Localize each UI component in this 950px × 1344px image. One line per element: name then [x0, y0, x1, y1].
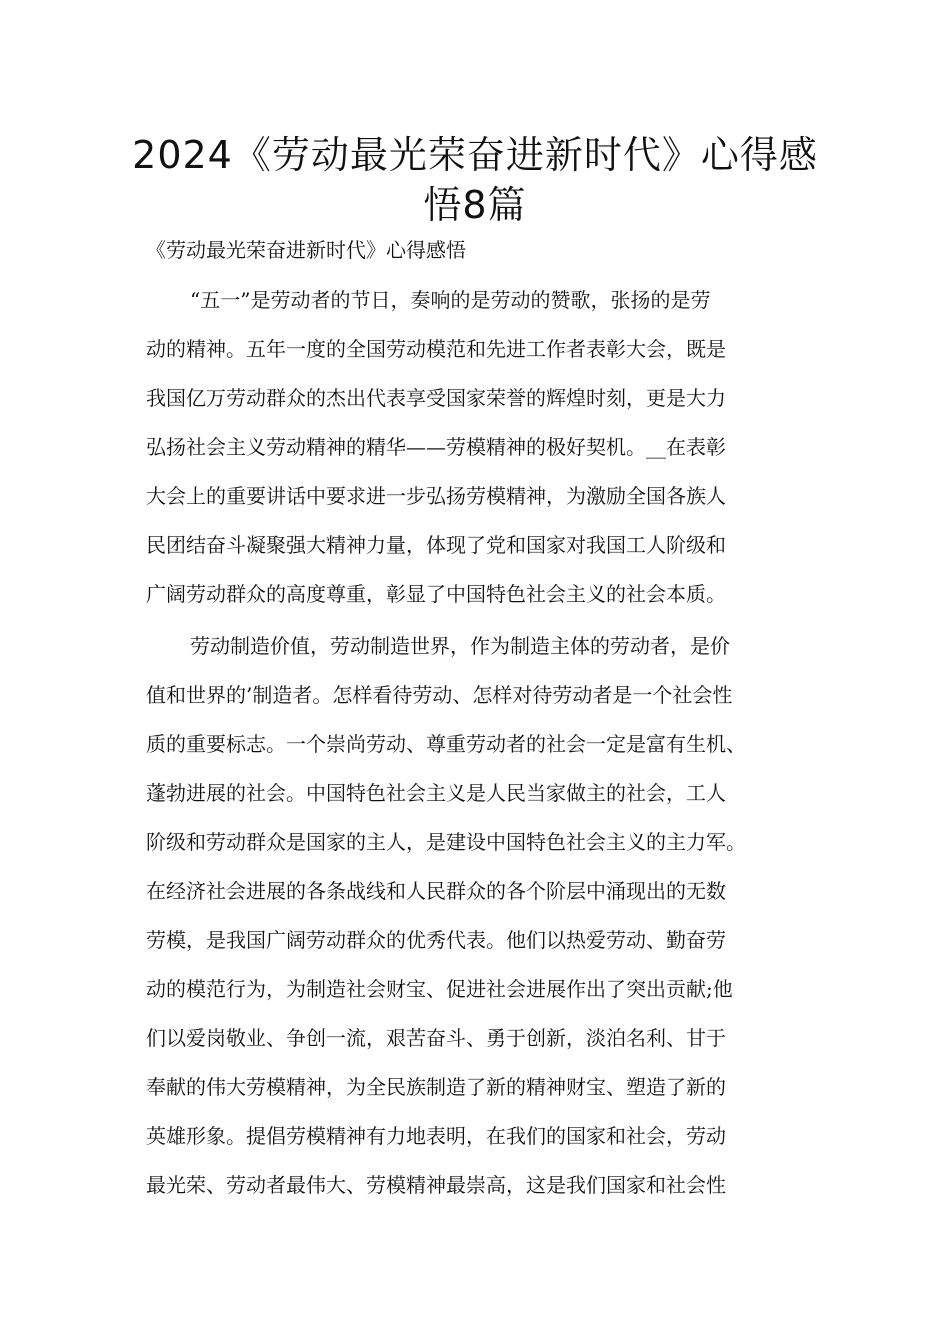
text-line: 动的模范行为，为制造社会财宝、促进社会进展作出了突出贡献;他	[146, 977, 733, 1001]
text-line: 英雄形象。提倡劳模精神有力地表明，在我们的国家和社会，劳动	[146, 1124, 726, 1148]
document-subtitle: 《劳动最光荣奋进新时代》心得感悟	[146, 238, 466, 262]
text-line: 民团结奋斗凝聚强大精神力量，体现了党和国家对我国工人阶级和	[146, 533, 726, 557]
text-line: 劳模，是我国广阔劳动群众的优秀代表。他们以热爱劳动、勤奋劳	[146, 928, 726, 952]
text-line: 广阔劳动群众的高度尊重，彰显了中国特色社会主义的社会本质。	[146, 582, 726, 606]
text-line: 动的精神。五年一度的全国劳动模范和先进工作者表彰大会，既是	[146, 337, 726, 361]
text-line: 质的重要标志。一个崇尚劳动、尊重劳动者的社会一定是富有生机、	[146, 732, 746, 756]
text-line: “五一”是劳动者的节日，奏响的是劳动的赞歌，张扬的是劳	[190, 288, 711, 312]
text-line: 蓬勃进展的社会。中国特色社会主义是人民当家做主的社会，工人	[146, 781, 726, 805]
text-line: 我国亿万劳动群众的杰出代表享受国家荣誉的辉煌时刻，更是大力	[146, 386, 726, 410]
text-line: 阶级和劳动群众是国家的主人，是建设中国特色社会主义的主力军。	[146, 830, 746, 854]
text-line: 最光荣、劳动者最伟大、劳模精神最崇高，这是我们国家和社会性	[146, 1173, 726, 1197]
title-line-2: 悟8篇	[423, 183, 527, 227]
text-line: 值和世界的’制造者。怎样看待劳动、怎样对待劳动者是一个社会性	[146, 683, 733, 707]
paragraph-2	[146, 622, 812, 1210]
text-line: 奉献的伟大劳模精神，为全民族制造了新的精神财宝、塑造了新的	[146, 1075, 726, 1099]
paragraph-1	[146, 276, 812, 619]
text-line: 弘扬社会主义劳动精神的精华——劳模精神的极好契机。__在表彰	[146, 435, 726, 459]
text-line: 在经济社会进展的各条战线和人民群众的各个阶层中涌现出的无数	[146, 879, 726, 903]
text-line: 们以爱岗敬业、争创一流，艰苦奋斗、勇于创新，淡泊名利、甘于	[146, 1026, 726, 1050]
text-line: 劳动制造价值，劳动制造世界，作为制造主体的劳动者，是价	[190, 634, 730, 658]
document-title	[120, 130, 830, 230]
title-line-1: 2024《劳动最光荣奋进新时代》心得感	[132, 133, 818, 177]
text-line: 大会上的重要讲话中要求进一步弘扬劳模精神，为激励全国各族人	[146, 484, 726, 508]
